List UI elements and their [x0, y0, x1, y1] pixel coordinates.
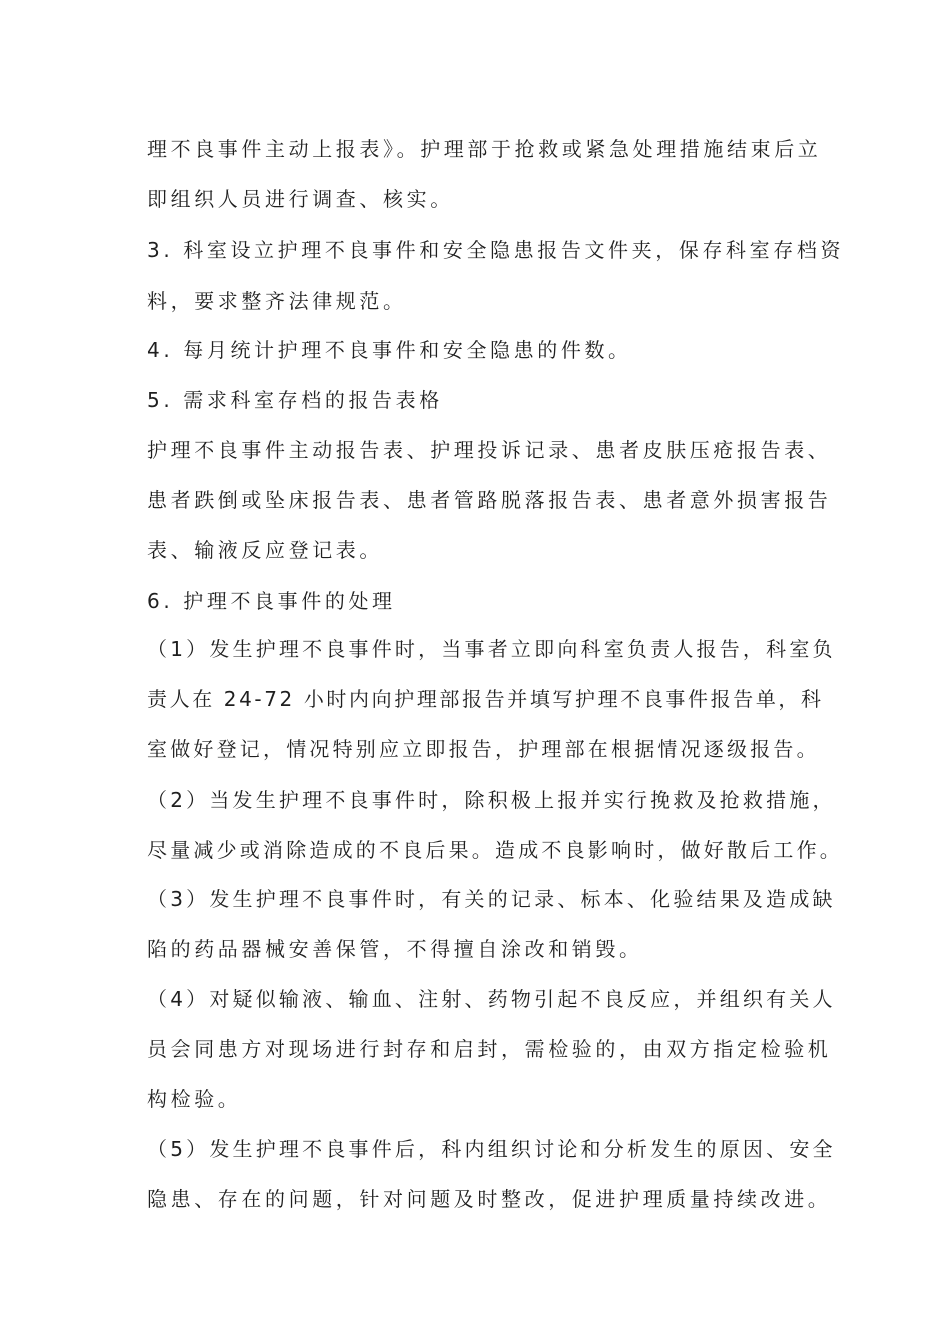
paragraph-line: 构检验。	[147, 1087, 242, 1111]
paragraph-line: （1）发生护理不良事件时，当事者立即向科室负责人报告，科室负	[147, 637, 836, 661]
paragraph-line: 尽量减少或消除造成的不良后果。造成不良影响时，做好散后工作。	[147, 838, 843, 862]
paragraph-line: 6. 护理不良事件的处理	[147, 589, 396, 613]
paragraph-line: 患者跌倒或坠床报告表、患者管路脱落报告表、患者意外损害报告	[147, 488, 832, 512]
paragraph-line: （5）发生护理不良事件后，科内组织讨论和分析发生的原因、安全	[147, 1137, 836, 1161]
paragraph-line: 即组织人员进行调查、核实。	[147, 187, 454, 211]
paragraph-line: 4. 每月统计护理不良事件和安全隐患的件数。	[147, 338, 632, 362]
paragraph-line: （3）发生护理不良事件时，有关的记录、标本、化验结果及造成缺	[147, 887, 836, 911]
paragraph-line: 理不良事件主动上报表》。护理部于抢救或紧急处理措施结束后立	[147, 137, 822, 161]
paragraph-line: 3. 科室设立护理不良事件和安全隐患报告文件夹，保存科室存档资	[147, 238, 845, 262]
paragraph-line: 室做好登记，情况特别应立即报告，护理部在根据情况逐级报告。	[147, 737, 820, 761]
paragraph-line: 表、输液反应登记表。	[147, 538, 383, 562]
paragraph-line: （4）对疑似输液、输血、注射、药物引起不良反应，并组织有关人	[147, 987, 836, 1011]
paragraph-line: 护理不良事件主动报告表、护理投诉记录、患者皮肤压疮报告表、	[147, 438, 832, 462]
paragraph-line: 隐患、存在的问题，针对问题及时整改，促进护理质量持续改进。	[147, 1187, 832, 1211]
paragraph-line: 员会同患方对现场进行封存和启封，需检验的，由双方指定检验机	[147, 1037, 832, 1061]
paragraph-line: 料，要求整齐法律规范。	[147, 289, 407, 313]
paragraph-line: 5. 需求科室存档的报告表格	[147, 388, 443, 412]
paragraph-line: （2）当发生护理不良事件时，除积极上报并实行挽救及抢救措施，	[147, 788, 836, 812]
paragraph-line: 陷的药品器械安善保管，不得擅自涂改和销毁。	[147, 937, 643, 961]
paragraph-line: 责人在 24-72 小时内向护理部报告并填写护理不良事件报告单，科	[147, 687, 824, 711]
